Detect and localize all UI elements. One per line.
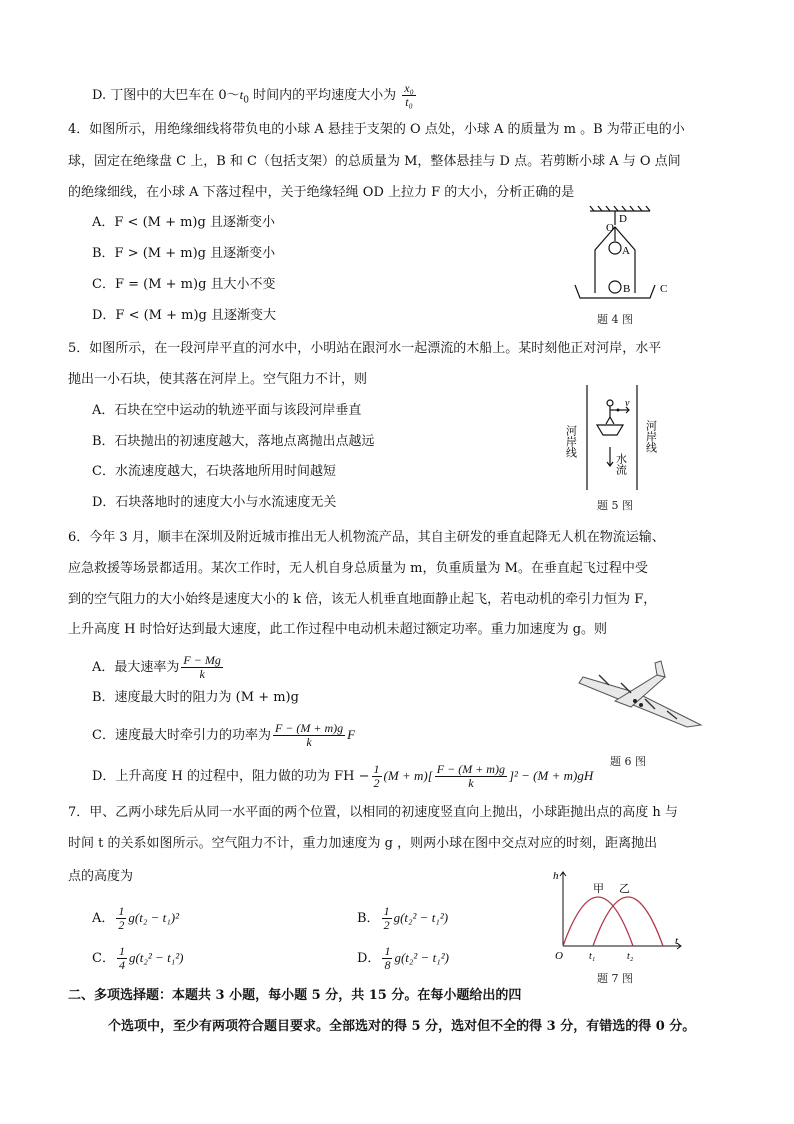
ceiling-hatch [590, 206, 650, 211]
t0-sub: 0 [243, 95, 249, 106]
q6-option-c-text: C．速度最大时牵引力的功率为 [92, 728, 271, 743]
q6-option-a-fraction [181, 654, 222, 681]
flow-label: 水流 [614, 453, 628, 475]
velocity-label: v [625, 398, 630, 409]
q7-option-c-label: C． [92, 951, 115, 966]
frac-den: 8 [384, 958, 391, 972]
ball-b [609, 281, 621, 293]
q6-option-d [92, 763, 593, 790]
person-head [607, 400, 613, 406]
boat [597, 425, 623, 435]
q5-stem-line2: 抛出一小石块，使其落在河岸上。空气阻力不计，则 [68, 372, 368, 387]
q5-option-c: C．水流速度越大，石块落地所用时间越短 [92, 464, 336, 479]
q4-caption: 题 4 图 [597, 313, 633, 326]
q7-option-a-expr: g(t₂ − t₁)² [128, 910, 179, 925]
q4-stem-line1: 4．如图所示，用绝缘细线将带负电的小球 A 悬挂于支架的 O 点处，小球 A 的质量为 m 。B 为带正电的小 [68, 122, 685, 137]
q5-figure [565, 385, 675, 490]
q4-stem-line2: 球，固定在绝缘盘 C 上，B 和 C（包括支架）的总质量为 M，整体悬挂与 D 点。若剪断小球 A 与 O 点间 [68, 154, 681, 169]
q7-stem-line3: 点的高度为 [68, 869, 134, 884]
q4-stem-line3: 的绝缘细线，在小球 A 下落过程中，关于绝缘轻绳 OD 上拉力 F 的大小，分析正确的是 [68, 185, 575, 200]
q7-option-c-expr: g(t₂² − t₁²) [128, 950, 184, 965]
frac-num: x₀ [404, 81, 414, 95]
curve-yi [593, 897, 663, 946]
q6-stem-line3: 到的空气阻力的大小始终是速度大小的 k 倍，该无人机垂直地面静止起飞，若电动机的牵引力恒为 F， [68, 592, 657, 607]
q4-option-a: A．F < (M + m)g 且逐渐变小 [92, 215, 275, 230]
frac-den: 2 [373, 776, 380, 790]
frac-num: F − Mg [183, 653, 221, 667]
q6-option-d-fraction [435, 763, 507, 790]
q6-stem-line2: 应急救援等场景都适用。某次工作时，无人机自身总质量为 m，负重质量为 M。在垂直起飞过程中受 [68, 561, 648, 576]
q7-caption: 题 7 图 [597, 972, 633, 985]
q7-option-a-coef [116, 905, 126, 932]
frac-num: F − (M + m)g [436, 762, 505, 776]
q6-caption: 题 6 图 [610, 755, 646, 768]
prev-option-d [92, 82, 418, 110]
person-leg-right [610, 417, 614, 424]
q7-option-d-expr: g(t₂² − t₁²) [394, 950, 449, 965]
drone-wheel-1 [633, 699, 637, 703]
section2-heading-line2: 个选项中，至少有两项符合题目要求。全部选对的得 5 分，选对但不全的得 3 分，有错选的得 0 分。 [108, 1019, 696, 1034]
t0-symbol: t [239, 87, 244, 102]
q7-option-a [92, 905, 179, 932]
q7-option-d-label: D． [357, 951, 381, 966]
q6-option-c-post: F [347, 727, 356, 742]
drone-image [575, 655, 705, 735]
frac-den: t₀ [405, 95, 413, 109]
frac-num: 1 [384, 944, 391, 958]
q4-option-d: D．F < (M + m)g 且逐渐变大 [92, 308, 276, 323]
frac-den: k [199, 667, 205, 681]
q5-option-a: A．石块在空中运动的轨迹平面与该段河岸垂直 [92, 403, 362, 418]
q6-stem-line4: 上升高度 H 时恰好达到最大速度，此工作过程中电动机未超过额定功率。重力加速度为 g。则 [68, 622, 608, 637]
q7-option-a-label: A． [92, 911, 115, 926]
ball-a [609, 242, 621, 254]
q6-option-d-mid: (M + m)[ [383, 768, 433, 783]
t2-label: t₂ [627, 951, 634, 962]
h-axis-label: h [553, 870, 559, 882]
q7-option-d [357, 945, 449, 972]
q7-option-c [92, 945, 183, 972]
stone [617, 409, 620, 412]
drone-tail [655, 661, 665, 677]
label-d: D [619, 213, 627, 225]
q6-option-d-text: D．上升高度 H 的过程中，阻力做的功为 FH − [92, 769, 370, 784]
insulating-plate-c [575, 285, 655, 298]
frac-den: k [306, 735, 312, 749]
frac-num: 1 [118, 904, 125, 918]
q7-option-b [357, 905, 448, 932]
q6-option-c [92, 722, 355, 749]
q6-stem-line1: 6．今年 3 月，顺丰在深圳及附近城市推出无人机物流产品，其自主研发的垂直起降无人机在物流运输、 [68, 530, 665, 545]
frac-num: 1 [373, 762, 380, 776]
q7-figure [553, 868, 688, 963]
prev-option-d-text: D. 丁图中的大巴车在 0～ [92, 88, 240, 103]
frac-num: 1 [383, 904, 390, 918]
label-a: A [622, 245, 630, 257]
q7-option-b-label: B． [357, 911, 380, 926]
drone-wheel-2 [639, 703, 643, 707]
bank-left-label: 河岸线 [564, 425, 578, 458]
t-axis-label: t [675, 935, 679, 947]
curve-yi-label: 乙 [619, 882, 630, 895]
q6-option-a [92, 654, 225, 681]
q5-caption: 题 5 图 [597, 499, 633, 512]
curve-jia-label: 甲 [593, 882, 604, 895]
q6-option-a-text: A．最大速率为 [92, 660, 180, 675]
q5-stem-line1: 5．如图所示，在一段河岸平直的河水中，小明站在跟河水一起漂流的木船上。某时刻他正对河岸，水平 [68, 341, 662, 356]
avg-speed-fraction [402, 82, 416, 109]
q5-option-b: B．石块抛出的初速度越大，落地点离抛出点越远 [92, 434, 375, 449]
q6-option-b: B．速度最大时的阻力为 (M + m)g [92, 690, 299, 705]
frac-num: 1 [118, 944, 125, 958]
q7-option-c-coef [117, 945, 127, 972]
frac-den: k [468, 776, 474, 790]
q7-option-d-coef [382, 945, 392, 972]
q6-option-d-post: ]² − (M + m)gH [508, 768, 594, 783]
label-c: C [660, 283, 668, 295]
section2-heading-line1: 二、多项选择题：本题共 3 小题，每小题 5 分，共 15 分。在每小题给出的四 [68, 988, 522, 1003]
q4-option-c: C．F = (M + m)g 且大小不变 [92, 277, 276, 292]
frac-den: 2 [118, 918, 125, 932]
drone-wing [579, 677, 701, 727]
q7-option-b-coef [382, 905, 392, 932]
person-leg-left [606, 417, 610, 424]
label-o: O [606, 222, 614, 234]
q7-option-b-expr: g(t₂² − t₁²) [393, 910, 449, 925]
q6-option-d-half [372, 763, 382, 790]
frac-den: 2 [383, 918, 390, 932]
q4-option-b: B．F > (M + m)g 且逐渐变小 [92, 246, 276, 261]
q6-option-c-fraction [273, 722, 345, 749]
q4-figure [570, 205, 680, 305]
frac-den: 4 [118, 958, 125, 972]
t1-label: t₁ [589, 951, 596, 962]
frac-num: F − (M + m)g [274, 721, 344, 735]
origin-label: O [555, 950, 563, 962]
q5-option-d: D．石块落地时的速度大小与水流速度无关 [92, 495, 337, 510]
q7-stem-line1: 7．甲、乙两小球先后从同一水平面的两个位置，以相同的初速度竖直向上抛出，小球距抛出点的高度 h 与 [68, 805, 678, 820]
q7-stem-line2: 时间 t 的关系如图所示。空气阻力不计，重力加速度为 g ，则两小球在图中交点对应的时刻，距离抛出 [68, 836, 658, 851]
bank-right-label: 河岸线 [644, 420, 658, 453]
curve-jia [563, 897, 633, 946]
label-b: B [623, 283, 631, 295]
prev-option-d-mid: 时间内的平均速度大小为 [249, 88, 401, 103]
